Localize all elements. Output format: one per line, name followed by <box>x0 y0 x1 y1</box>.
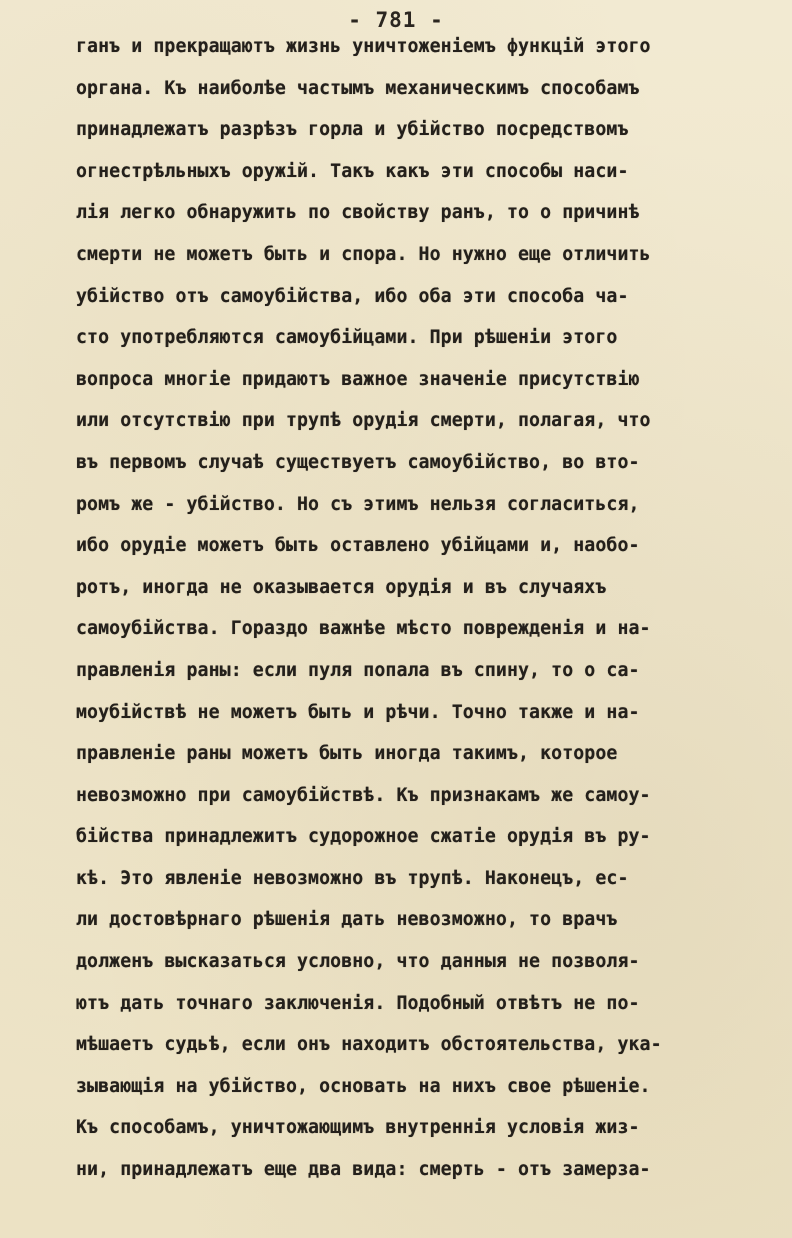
text-line: ганъ и прекращаютъ жизнь уничтоженiемъ функцiй этого <box>76 36 651 57</box>
text-line: органа. Къ наиболѣе частымъ механическимъ способамъ <box>76 77 640 99</box>
text-line: ромъ же - убiйство. Но съ этимъ нельзя согласиться, <box>76 493 640 515</box>
text-line: ибо орудiе можетъ быть оставлено убiйцами и, наобо- <box>76 535 640 557</box>
text-line: самоубiйства. Гораздо важнѣе мѣсто поврежденiя и на- <box>76 618 651 640</box>
text-line: или отсутствiю при трупѣ орудiя смерти, полагая, что <box>76 410 651 432</box>
text-line: правленiя раны: если пуля попала въ спину, то о са- <box>76 659 640 681</box>
page-number: - 781 - <box>348 8 444 32</box>
text-line: кѣ. Это явленiе невозможно въ трупѣ. Наконецъ, ес- <box>76 867 629 889</box>
text-line: зывающiя на убiйство, основать на нихъ свое рѣшенiе. <box>76 1075 651 1097</box>
text-line: ли достовѣрнаго рѣшенiя дать невозможно, то врачъ <box>76 909 618 931</box>
text-line: сто употребляются самоубiйцами. При рѣшенiи этого <box>76 327 618 349</box>
text-line: бiйства принадлежитъ судорожное сжатiе орудiя въ ру- <box>76 826 651 848</box>
text-line: убiйство отъ самоубiйства, ибо оба эти способа ча- <box>76 285 629 307</box>
body-text <box>76 33 788 1198</box>
text-line: долженъ высказаться условно, что данныя не позволя- <box>76 951 640 973</box>
text-line: ротъ, иногда не оказывается орудiя и въ случаяхъ <box>76 576 607 598</box>
text-line: моубiйствѣ не можетъ быть и рѣчи. Точно также и на- <box>76 701 640 723</box>
text-line: Къ способамъ, уничтожающимъ внутреннiя условiя жиз- <box>76 1117 640 1139</box>
text-line: невозможно при самоубiйствѣ. Къ признакамъ же самоу- <box>76 784 651 806</box>
text-line: лiя легко обнаружить по свойству ранъ, то о причинѣ <box>76 202 640 224</box>
text-line: вопроса многiе придаютъ важное значенiе присутствiю <box>76 368 640 390</box>
text-line: принадлежатъ разрѣзъ горла и убiйство посредствомъ <box>76 119 629 141</box>
text-line: смерти не можетъ быть и спора. Но нужно еще отличить <box>76 243 651 265</box>
text-line: правленiе раны можетъ быть иногда такимъ, которое <box>76 743 618 765</box>
text-line: мѣшаетъ судьѣ, если онъ находитъ обстоятельства, ука- <box>76 1034 662 1056</box>
text-line: огнестрѣльныхъ оружiй. Такъ какъ эти способы наси- <box>76 160 629 182</box>
text-line: въ первомъ случаѣ существуетъ самоубiйство, во вто- <box>76 451 640 473</box>
text-line: ютъ дать точнаго заключенiя. Подобный отвѣтъ не по- <box>76 992 640 1014</box>
text-line: ни, принадлежатъ еще два вида: смерть - отъ замерза- <box>76 1159 651 1181</box>
